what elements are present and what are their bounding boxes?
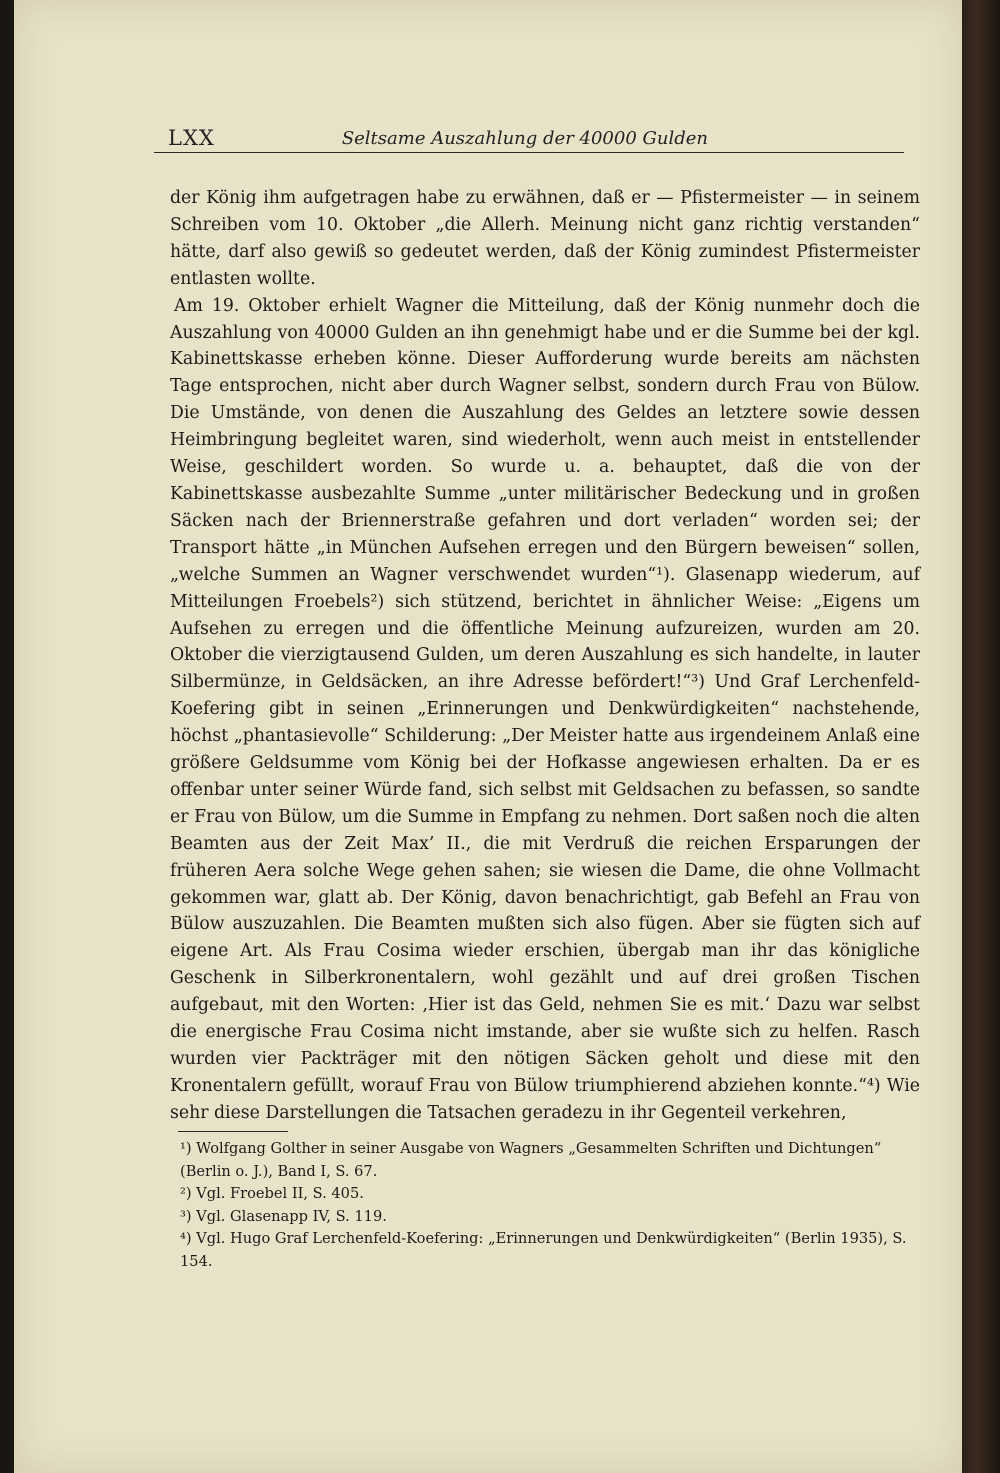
body-text bbox=[170, 185, 920, 1127]
paragraph: der König ihm aufgetragen habe zu erwähnen, daß er — Pfistermeister — in seinem Schreiben vom 10. Oktober „die Allerh. Meinung nicht ganz richtig verstanden“ hätte, darf also gewiß so gedeutet werden, daß der König zumindest Pfistermeister entlasten wollte. bbox=[170, 188, 920, 289]
running-head: Seltsame Auszahlung der 40000 Gulden bbox=[341, 128, 708, 149]
paragraph: Am 19. Oktober erhielt Wagner die Mitteilung, daß der König nunmehr doch die Auszahlung von 40000 Gulden an ihn genehmigt habe und er die Summe bei der kgl. Kabinettskasse erheben könne. Dieser Aufforderung wurde bereits am nächsten Tage entsprochen, nicht aber durch Wagner selbst, sondern durch Frau von Bülow. Die Umstände, von denen die Auszahlung des Geldes an letztere sowie dessen Heimbringung begleitet waren, sind wiederholt, wenn auch meist in entstellender Weise, geschildert worden. So wurde u. a. behauptet, daß die von der Kabinettskasse ausbezahlte Summe „unter militärischer Bedeckung und in großen Säcken nach der Briennerstraße gefahren und dort verladen“ worden sei; der Transport hätte „in München Aufsehen erregen und den Bürgern beweisen“ sollen, „welche Summen an Wagner verschwendet wurden“¹). Glasenapp wiederum, auf Mitteilungen Froebels²) sich stützend, berichtet in ähnlicher Weise: „Eigens um Aufsehen zu erregen und die öffentliche Meinung aufzureizen, wurden am 20. Oktober die vierzigtausend Gulden, um deren Auszahlung es sich handelte, in lauter Silbermünze, in Geldsäcken, an ihre Adresse befördert!“³) Und Graf Lerchenfeld-Koefering gibt in seinen „Erinnerungen und Denkwürdigkeiten“ nachstehende, höchst „phantasievolle“ Schilderung: „Der Meister hatte aus irgendeinem Anlaß eine größere Geldsumme vom König bei der Hofkasse angewiesen erhalten. Da er es offenbar unter seiner Würde fand, sich selbst mit Geldsachen zu befassen, so sandte er Frau von Bülow, um die Summe in Empfang zu nehmen. Dort saßen noch die alten Beamten aus der Zeit Max’ II., die mit Verdruß die reichen Ersparungen der früheren Aera solche Wege gehen sahen; sie wiesen die Dame, die ohne Vollmacht gekommen war, glatt ab. Der König, davon benachrichtigt, gab Befehl an Frau von Bülow auszuzahlen. Die Beamten mußten sich also fügen. Aber sie fügten sich auf eigene Art. Als Frau Cosima wieder erschien, übergab man ihr das königliche Geschenk in Silberkronentalern, wohl gezählt und auf drei großen Tischen aufgebaut, mit den Worten: ‚Hier ist das Geld, nehmen Sie es mit.‘ Dazu war selbst die energische Frau Cosima nicht imstande, aber sie wußte sich zu helfen. Rasch wurden vier Packträger mit den nötigen Säcken geholt und diese mit den Kronentalern gefüllt, worauf Frau von Bülow triumphierend abziehen konnte.“⁴) Wie sehr diese Darstellungen die Tatsachen geradezu in ihr Gegenteil verkehren, bbox=[170, 295, 920, 1123]
scan-edge bbox=[962, 0, 1000, 1473]
footnote: ⁴) Vgl. Hugo Graf Lerchenfeld-Koefering: „Erinnerungen und Denkwürdigkeiten“ (Berlin 1935), S. 154. bbox=[180, 1230, 907, 1270]
footnote: ¹) Wolfgang Golther in seiner Ausgabe von Wagners „Gesammelten Schriften und Dichtungen“ (Berlin o. J.), Band I, S. 67. bbox=[180, 1140, 882, 1180]
page-number: LXX bbox=[168, 126, 215, 150]
footnote: ²) Vgl. Froebel II, S. 405. bbox=[180, 1185, 364, 1202]
footnotes bbox=[180, 1138, 922, 1273]
page-header bbox=[154, 126, 904, 153]
footnote-divider bbox=[178, 1131, 288, 1132]
footnote: ³) Vgl. Glasenapp IV, S. 119. bbox=[180, 1207, 387, 1225]
